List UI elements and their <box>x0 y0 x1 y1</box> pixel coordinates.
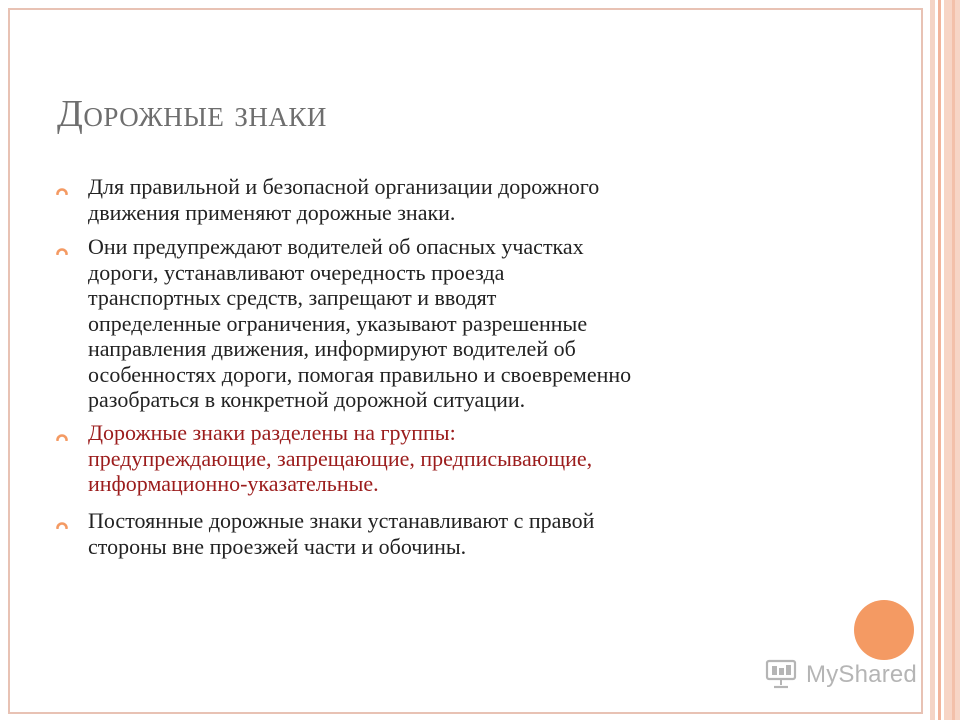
decorative-stripe <box>930 0 935 720</box>
bullet-text: Они предупреждают водителей об опасных участках дороги, устанавливают очередность проезда транспортных средств, запрещают и вводят определенные ограничения, указывают разрешенные направления движения, информируют водителей об особенностях дороги, помогая правильно и своевременно разобраться в конкретной дорожной ситуации. <box>88 234 632 412</box>
presentation-board-icon <box>764 656 798 695</box>
watermark-text: MyShared <box>806 661 917 688</box>
decorative-circle <box>854 600 914 660</box>
slide-title: Дорожные знаки <box>57 93 327 135</box>
watermark <box>764 655 917 695</box>
bullet-text: Для правильной и безопасной организации дорожного движения применяют дорожные знаки. <box>88 174 600 225</box>
orange-arc-bullet-icon <box>56 428 68 438</box>
orange-arc-bullet-icon <box>56 242 68 252</box>
bullet-text-highlighted: Дорожные знаки разделены на группы: предупреждающие, запрещающие, предписывающие, информационно-указательные. <box>88 420 593 496</box>
decorative-stripe <box>938 0 941 720</box>
bullet-text: Постоянные дорожные знаки устанавливают с правой стороны вне проезжей части и обочины. <box>88 508 595 559</box>
decorative-stripe <box>952 0 955 720</box>
orange-arc-bullet-icon <box>56 182 68 192</box>
orange-arc-bullet-icon <box>56 516 68 526</box>
